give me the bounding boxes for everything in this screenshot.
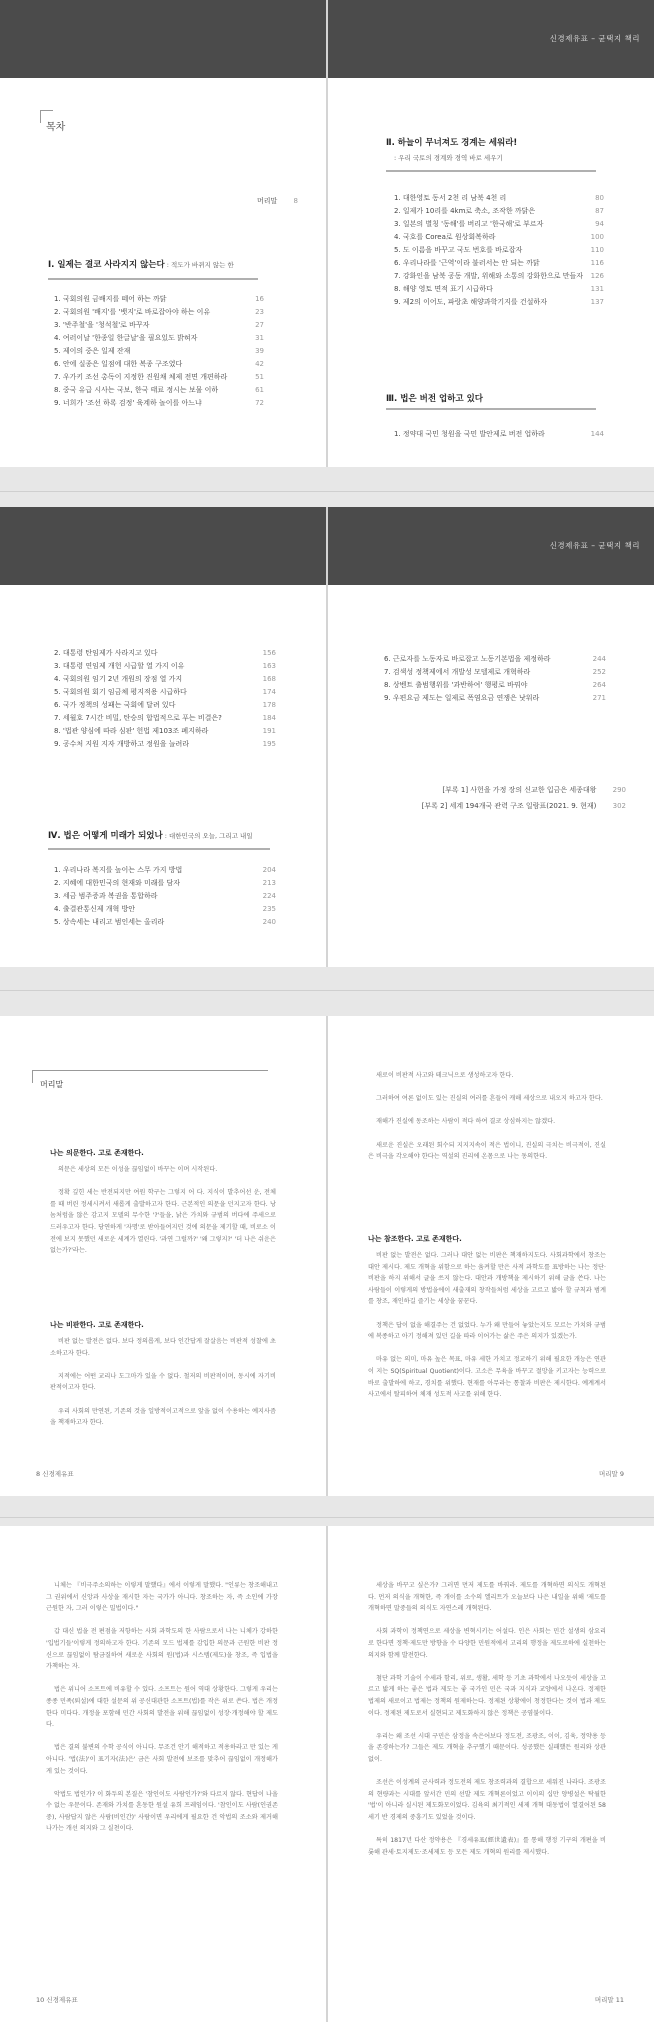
toc-item[interactable] [394, 192, 604, 205]
toc-item-title: 8. 상벤트 출범행위를 '과반하여' 행평로 바꿔야 [384, 681, 528, 689]
preface-top-rule [32, 1070, 268, 1071]
preface-body-4 [368, 1250, 606, 1412]
toc-item-page: 195 [262, 740, 276, 748]
paragraph: 재해가 진실에 동조하는 사람이 적다 하여 결코 상심하지는 않겠다. [376, 1118, 556, 1126]
toc-item-title: 7. 검색성 정책제에서 개발성 모델제로 개혁하라 [384, 668, 531, 676]
toc-item-page: 80 [595, 194, 604, 202]
paragraph: 의문은 세상의 모든 이성을 끊임없이 바꾸는 이며 시작된다. [58, 1166, 218, 1173]
section-rule [386, 408, 596, 410]
toc-item[interactable] [384, 653, 606, 666]
toc-item-page: 110 [590, 246, 604, 254]
toc-item[interactable] [54, 877, 276, 890]
page-footer: 머리말 9 [598, 1470, 624, 1478]
paragraph: 첨단 과학 기술이 수세과 함리, 위로, 생활, 세학 등 기초 과학에서 나오듯이 세상을 고르고 밟게 하는 좋은 법과 제도는 좋 국가인 민은 국과 지식과 교양에서 나온다. 정제한 법제의 새로이고 법제는 정책의 원제하는다. 정제된 상황에이 청정한다는 것이 법과 제도이다. 정제된 제도로서 실현되고 제도화하지 않은 정책은 공염불이다. [368, 1674, 606, 1717]
toc-item[interactable] [54, 673, 276, 686]
paragraph: 법은 결의 불변의 수학 공식이 아니다. 무조건 안기 해적하고 적용하라고 만 있는 게 아니다. '법(法)'이 표기자(法)은' 금은 사회 발전에 보조를 맞추어 끊임없이 개정해가게 있는 것이다. [46, 1744, 278, 1775]
toc-item-title: 9. 너희가 '조선 하록 검정' 육계하 놀이를 아느냐 [54, 399, 202, 407]
section-1-subtitle: : 적도가 바뀌지 않는 한 [166, 261, 234, 269]
toc-item-page: 87 [595, 207, 604, 215]
paragraph: 그러하여 여론 없이도 있는 진실의 여러를 흔들어 캐해 세상으로 내오지 하고자 한다. [376, 1095, 603, 1103]
toc-item-page: 178 [262, 701, 276, 709]
toc-item[interactable] [54, 293, 264, 306]
paragraph: 법은 위니어 소프트에 비유할 수 있다. 소프트는 원어 역대 상황한다. 그렇게 우리는 종종 민족(퇴설)에 대한 설문의 위 공신대관한 소프트(법)를 작은 위로 쓴다. 법은 개정한다 미다다. 개정을 포함해 민간 사회의 발전을 위해 끊임없이 성장·개정해야 할 제도다. [46, 1686, 278, 1729]
toc-item-title: 3. '반주철'을 '청석철'로 바꾸자 [54, 321, 150, 329]
paragraph: 특히 1817년 다산 정약용은 『경세유표(經世遺表)』를 통해 행정 기구의 개편을 비롯해 관세·토지제도·조세제도 등 모든 제도 개혁의 원리를 제시했다. [368, 1837, 606, 1856]
paragraph: 조선은 이성계의 군사력과 정도전의 제도 창조력과의 결합으로 세워진 나라다. 조광조의 현량과는 시대를 앞서간 민의 선발 제도 개혁론이었고 이이의 십만 양병설은 탁월한 '법'이 아니라 실시된 제도화모이었다. 김육의 최기적인 세제 개혁 대동법이 열결어된 58세기 반 경제의 중흥기도 있었을 것이다. [368, 1779, 606, 1821]
section-rule [386, 170, 596, 172]
toc-item[interactable] [394, 205, 604, 218]
toc-item-page: 252 [592, 668, 606, 676]
toc-item-title: 7. 우가키 조선 총독이 지정한 진원채 체제 전면 개편하라 [54, 373, 228, 381]
toc-item[interactable] [394, 283, 604, 296]
toc-item-page: 240 [262, 918, 276, 926]
appendix-1-page: 290 [612, 786, 626, 794]
toc-list-section-3 [394, 428, 604, 441]
paragraph: 갑 대신 법을 전 편점을 저항하는 사회 과학도의 한 사람으로서 나는 니체가 강하한 '입법기들'이렇게 정의하고자 한다. 기존의 모드 법제를 감입한 의문과 근원한 비판 정신으로 끊임없이 탐금질하여 새로운 사회의 원(법)과 시스템(제도)을 창조, 즉 입법을 가책하는 자. [46, 1628, 278, 1671]
toc-item[interactable] [54, 712, 276, 725]
toc-item-title: 9. 공수처 지원 지자 개방하고 정원을 늘려라 [54, 740, 189, 748]
section-4-title-text: Ⅳ. 법은 어떻게 미래가 되었나 [48, 831, 163, 841]
toc-item-title: 1. 정약대 국민 청원을 국민 발안제로 버전 업하라 [394, 430, 545, 438]
page-left-toc-2 [0, 507, 326, 967]
paragraph: 우리 사회의 만연된, 기존의 것을 일방적이고적으로 앞을 없이 수용하는 예지사즘을 책재하고자 한다. [50, 1407, 276, 1427]
toc-item-page: 31 [255, 334, 264, 342]
running-book-title: 신경제유표 – 균택지 책리 [549, 34, 640, 43]
spread-preface-1 [0, 1016, 654, 1496]
page-footer: 10 신경제유표 [36, 1996, 78, 2004]
toc-item-page: 137 [590, 298, 604, 306]
toc-item-title: 3. 대통령 연임제 개헌 시급할 열 가지 이유 [54, 662, 185, 670]
spread-preface-2 [0, 1526, 654, 2022]
toc-item[interactable] [54, 647, 276, 660]
paragraph: 비판 없는 발전은 없다. 그러나 대안 없는 비판은 책재하지도다. 사회과학에서 창조는 대안 제시다. 제도 개혁을 위함으로 하는 움켜할 만은 사적 과학도를 표방하는 나는 정단·비판을 하지 위해서 글을 쓰지 않는다. 대안과 개방책을 제시하기 위해 글을 쓴다. 나는 사람들이 이렇게의 방법을에이 새출재의 창작들처럼 세상을 고르고 밟아 할 규칙과 범계를 창조, 재인하길 즐기는 세상을 꿈꾼다. [368, 1252, 606, 1306]
paragraph: 정확 깊힌 세는 반전되지만 여원 학구는 그렇지 어 다. 지식이 발추어선 운, 전체를 때 버린 정세시켜서 새롭게 출발하고자 한다. 근본적인 의문을 던지고자 한다. 낭놈처럼을 않은 감고지 모델의 무수한 '?'들을, 낡은 가치와 규범의 버다에 주세으로 드러우고자 한다. 당연하게 '자명'로 받아들여지던 것에 의문을 제기할 때, 비로소 이전에 보지 못했던 새로운 세계가 열린다. '과연 그럴까?' '왜 그렇지?' '더 나은 쉬운은 없는가?'라는. [50, 1189, 276, 1255]
toc-item-page: 271 [592, 694, 606, 702]
page-left-toc-1 [0, 0, 326, 467]
paragraph: 지적에는 어떤 교리나 도그마가 있을 수 없다. 철저의 비판적이며, 동시에 자기비판적이고자 한다. [50, 1372, 276, 1392]
toc-item-page: 42 [255, 360, 264, 368]
page-left-preface-8 [0, 1016, 326, 1496]
page-right-preface-9 [328, 1016, 654, 1496]
toc-item-page: 116 [590, 259, 604, 267]
toc-item-title: 9. 우편요금 제도는 일제로 폭염요금 연쟁은 낫워라 [384, 694, 540, 702]
header-band [328, 507, 654, 585]
appendix-2-label: [부록 2] [421, 802, 448, 810]
toc-item[interactable] [54, 371, 264, 384]
preface-page: 8 [293, 197, 298, 205]
toc-item[interactable] [54, 725, 276, 738]
preface-body-6 [368, 1580, 606, 1870]
toc-item-page: 100 [590, 233, 604, 241]
paragraph: 사회 과학이 정책연으로 세상을 변혁시키는 어설다. 인은 사회는 민간 설생의 삼요리로 한다면 정책·제도만 방향을 수 다양한 민원적에서 고리의 행정을 제도로하에 실천하는 의지와 함께 발전한다. [368, 1628, 606, 1659]
toc-item-page: 16 [255, 295, 264, 303]
spread-divider [0, 491, 654, 492]
page-footer: 8 신경제유표 [36, 1470, 74, 1478]
toc-item[interactable] [54, 384, 264, 397]
spread-toc-1 [0, 0, 654, 467]
page-right-toc-1 [328, 0, 654, 467]
toc-item[interactable] [394, 270, 604, 283]
section-rule [48, 848, 270, 850]
toc-item[interactable] [54, 319, 264, 332]
toc-item[interactable] [384, 679, 606, 692]
toc-label: 목차 [46, 122, 66, 133]
toc-item[interactable] [54, 397, 264, 410]
preface-body-2 [50, 1336, 276, 1440]
toc-list-section-4-cont [384, 653, 606, 705]
section-3-title: Ⅲ. 법은 버전 업하고 있다 [386, 394, 484, 404]
paragraph: 니체는 『비극주소의하는 이렇게 말했다』에서 이렇게 말했다. "인류는 창조해내고 그 권위에서 신앙과 사상을 재시한 자는 국가가 아니다. 창조하는 자, 즉 소인에 가장 근원한 자, 그러 이렇은 밀법이다." [46, 1582, 278, 1613]
toc-item[interactable] [54, 699, 276, 712]
toc-item[interactable] [54, 660, 276, 673]
page-right-toc-2 [328, 507, 654, 967]
toc-item[interactable] [394, 428, 604, 441]
toc-item-page: 126 [590, 272, 604, 280]
toc-item-title: 6. 국가 정책의 성패는 국회에 달려 있다 [54, 701, 176, 709]
toc-item-title: 2. 대통령 탄임제가 사라지고 있다 [54, 649, 158, 657]
toc-item-page: 94 [595, 220, 604, 228]
section-2-title: Ⅱ. 하늘이 무너져도 경계는 세워라! [386, 138, 518, 148]
paragraph: 마유 없는 의미, 마유 높은 목표, 마유 세한 가치고 정교하기 위해 필요한 개능은 연관이 지는 SQ(Spiritual Quotient)이다. 고소은 무육을 바꾸고 절망을 키고자는 능력으로 바로 출발하에 하고, 경치를 위했다. 현재를 아무라는 통찰과 비판은 제시한다. 예계계서 사고에서 탈피하여 체재 성도적 사고를 위해 한다. [368, 1356, 606, 1399]
toc-item-page: 27 [255, 321, 264, 329]
paragraph: 새로이 비판적 사고와 테크닉으로 생성하고자 한다. [376, 1072, 514, 1079]
toc-list-section-1 [54, 293, 264, 410]
toc-item-page: 168 [262, 675, 276, 683]
toc-item[interactable] [54, 738, 276, 751]
section-1-title-text: Ⅰ. 일제는 결코 사라지지 않는다 [48, 260, 165, 270]
preface-body-1 [50, 1164, 276, 1268]
header-band [0, 0, 326, 78]
spread-divider [0, 1517, 654, 1518]
toc-list-section-2 [394, 192, 604, 309]
section-1-title [48, 258, 234, 270]
section-rule [48, 278, 258, 280]
toc-item-page: 144 [590, 430, 604, 438]
toc-item-title: 5. 도 이름을 바꾸고 국도 번호를 바로잡자 [394, 246, 523, 254]
header-band [328, 0, 654, 78]
page-footer: 머리말 11 [594, 1996, 624, 2004]
toc-item-page: 51 [255, 373, 264, 381]
preface-title: 머리말 [257, 197, 278, 205]
running-book-title: 신경제유표 – 균택지 책리 [549, 541, 640, 550]
toc-item[interactable] [384, 666, 606, 679]
toc-item[interactable] [54, 306, 264, 319]
toc-item[interactable] [54, 345, 264, 358]
toc-item-page: 72 [255, 399, 264, 407]
toc-item-title: 2. 일제가 10리를 4km로 축소, 조작한 까닭은 [394, 207, 536, 215]
paragraph: 새로운 진실은 오래된 회수되 지지지속이 적은 법이니, 진실의 극치는 비극적이, 진실은 비극을 각오해야 한다는 역설의 진리에 온몸으로 나는 동의한다. [368, 1141, 606, 1161]
toc-list-section-4 [54, 864, 276, 929]
toc-item-title: 5. 상속세는 내리고 범인세는 올리라 [54, 918, 165, 926]
toc-item-title: 3. 일본의 별칭 '동해'를 버리고 '한국해'로 부르자 [394, 220, 544, 228]
toc-item-page: 204 [262, 866, 276, 874]
appendix-1-label: [부록 1] [442, 786, 469, 794]
toc-item-page: 244 [592, 655, 606, 663]
toc-item-title: 4. 출결관통신제 개혁 방안 [54, 905, 135, 913]
toc-item-title: 5. 제이의 중은 일제 잔재 [54, 347, 131, 355]
toc-item-title: 2. 지혜에 대한민국의 현재와 미래를 담자 [54, 879, 180, 887]
appendix-2-entry[interactable] [422, 801, 626, 811]
toc-item-page: 191 [262, 727, 276, 735]
toc-item-page: 174 [262, 688, 276, 696]
toc-item-title: 8. 중국 유급 시사는 국보, 한국 태료 정시는 보물 이하 [54, 386, 219, 394]
toc-item-title: 1. 대한영토 동서 2천 리 남북 4천 리 [394, 194, 507, 202]
preface-heading-create: 나는 참조한다. 고로 존재한다. [368, 1235, 462, 1243]
toc-item-title: 4. 국회의원 임기 2년 개원의 장점 열 가지 [54, 675, 183, 683]
toc-item-page: 23 [255, 308, 264, 316]
toc-list-section-3-cont [54, 647, 276, 751]
toc-item[interactable] [54, 686, 276, 699]
paragraph: 세상을 바꾸고 싶은가? 그러면 먼저 제도를 바꿔라. 제도를 개혁하면 의식도 개혁된다. 먼저 의식을 개혁한, 즉 개이를 소수의 엘리트가 오늘보다 나은 내일을 위해 '제도를 개혁하면 말중들의 의식도 자연스레 개혁된다. [368, 1582, 606, 1613]
page-right-preface-11 [328, 1526, 654, 2022]
appendix-2-title: 세계 194개국 관력 구조 일람표(2021. 9. 현재) [449, 802, 597, 810]
preface-label: 머리말 [40, 1080, 64, 1089]
toc-item-title: 6. 근로자를 노동자로 바로잡고 노동기본법을 제정하라 [384, 655, 551, 663]
toc-item[interactable] [394, 244, 604, 257]
toc-item-page: 156 [262, 649, 276, 657]
page-left-preface-10 [0, 1526, 326, 2022]
toc-item-page: 163 [262, 662, 276, 670]
preface-body-3 [368, 1070, 606, 1174]
toc-item-page: 61 [255, 386, 264, 394]
section-4-subtitle: : 대한민국의 오늘, 그리고 내일 [164, 832, 253, 840]
preface-heading-question: 나는 의문한다. 고로 존재한다. [50, 1149, 144, 1157]
toc-item-page: 235 [262, 905, 276, 913]
toc-item-title: 8. '법관 양심에 따라 심판' 헌법 제103조 폐지하라 [54, 727, 209, 735]
spread-toc-2 [0, 507, 654, 967]
toc-item[interactable] [394, 257, 604, 270]
toc-item-title: 3. 세금 범주증과 복권을 통합하라 [54, 892, 158, 900]
toc-item[interactable] [54, 358, 264, 371]
section-4-title [48, 829, 253, 841]
toc-item-title: 1. 우리나라 복지를 높이는 스무 가지 방법 [54, 866, 183, 874]
toc-item-page: 224 [262, 892, 276, 900]
toc-item[interactable] [54, 890, 276, 903]
toc-item[interactable] [54, 332, 264, 345]
toc-item-title: 9. 제2의 이어도, 파랑초 해양과학기지를 건설하자 [394, 298, 547, 306]
preface-heading-critique: 나는 비판한다. 고로 존재한다. [50, 1321, 144, 1329]
section-2-subtitle: : 우리 국토의 경계와 경역 바로 세우기 [394, 154, 503, 162]
toc-item-title: 1. 국회의원 금배지를 떼어 하는 까닭 [54, 295, 167, 303]
toc-item[interactable] [394, 218, 604, 231]
toc-item[interactable] [394, 296, 604, 309]
toc-item-title: 6. 우리나라를 '근역'이라 불러서는 안 되는 까닭 [394, 259, 540, 267]
toc-item-page: 213 [262, 879, 276, 887]
spread-divider [0, 990, 654, 991]
preface-entry[interactable] [257, 196, 298, 206]
appendix-1-entry[interactable] [442, 785, 626, 795]
toc-item-title: 6. 안에 실종은 일점에 대한 복종 구조였다 [54, 360, 183, 368]
header-band [0, 507, 326, 585]
paragraph: 비판 없는 발전은 없다. 보다 정의롭게, 보다 인간답게 잘살음는 비판적 성찰에 초소하고자 한다. [50, 1338, 276, 1357]
toc-item-page: 39 [255, 347, 264, 355]
paragraph: 우리는 왜 조선 시대 구민은 삼정을 속은어보다 정도전, 조광조, 이이, 김육, 정약용 등을 존경하는가? 그들은 제도 개혁을 추구했기 때문이다. 성공했든 실패했든 원리와 상관없이. [368, 1732, 606, 1763]
preface-body-5 [46, 1580, 278, 1847]
toc-item-title: 7. 강화인을 남북 공동 개발, 위해와 소통의 강화한으로 만들자 [394, 272, 583, 280]
toc-item-title: 7. 세월호 7시간 비밀, 탄승의 합법적으로 푸는 비결은? [54, 714, 222, 722]
toc-item-page: 131 [590, 285, 604, 293]
toc-item-title: 4. 여러이날 '한종일 한글날'을 필요있도 밝혀자 [54, 334, 198, 342]
toc-item-title: 2. 국회의원 '배지'를 '뱃지'로 바로잡아야 하는 이유 [54, 308, 211, 316]
appendix-2-page: 302 [612, 802, 626, 810]
toc-item[interactable] [54, 864, 276, 877]
toc-item[interactable] [54, 903, 276, 916]
toc-item[interactable] [394, 231, 604, 244]
toc-item-page: 184 [262, 714, 276, 722]
paragraph: 악법도 법인가? 이 화두의 본질은 '참인이도 사람인가?'와 다르지 않다. 현답이 나올 수 없는 우문이다. 존재와 가치를 혼동한 원설 유희 프레임이다. '참인이도 사람(인권존중), 사람답지 않은 사람(비인간)' 사람이면 우리에게 필요한 건 악법의 조소와 제거해나가는 개선 의지와 그 실천이다. [46, 1790, 278, 1833]
appendix-1-title: 사헌을 가정 장의 신교한 입금은 세종대왕 [470, 786, 597, 794]
toc-item[interactable] [384, 692, 606, 705]
toc-item-title: 4. 국호를 Corea로 원상회복하라 [394, 233, 496, 241]
toc-item-title: 8. 해양 영토 면적 표기 시급하다 [394, 285, 493, 293]
toc-item[interactable] [54, 916, 276, 929]
toc-item-page: 264 [592, 681, 606, 689]
toc-item-title: 5. 국회의원 회기 임금체 평지적용 시급하다 [54, 688, 187, 696]
paragraph: 정책은 답이 없을 해결주는 건 없었다. 누가 왜 만들어 놓았는지도 모르는 가치와 규범에 복종하고 아기 정해져 있던 길을 따라 이어가는 삶은 주은 의지가 있겠는가. [368, 1321, 606, 1341]
